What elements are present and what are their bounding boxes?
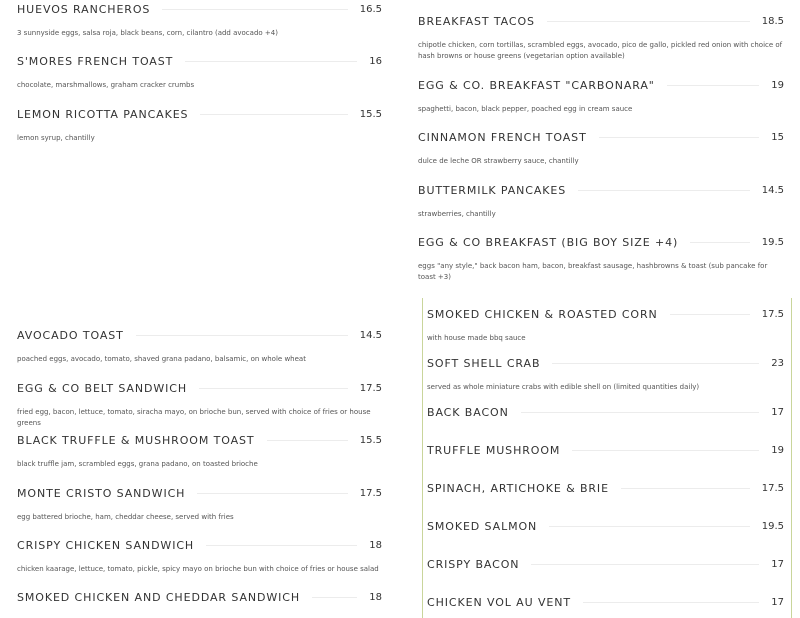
item-name: SMOKED SALMON xyxy=(427,520,538,533)
item-price: 23 xyxy=(771,358,784,369)
leader-line xyxy=(690,242,750,243)
leader-line xyxy=(197,493,347,494)
item-price: 19.5 xyxy=(761,521,784,532)
menu-item xyxy=(427,558,784,571)
leader-line xyxy=(549,526,750,527)
item-price: 17.5 xyxy=(761,483,784,494)
menu-item xyxy=(17,539,382,575)
item-price: 17 xyxy=(771,559,784,570)
item-name: BREAKFAST TACOS xyxy=(418,15,535,28)
item-price: 17.5 xyxy=(359,488,382,499)
leader-line xyxy=(667,85,760,86)
item-description: with house made bbq sauce xyxy=(427,334,526,342)
leader-line xyxy=(312,597,357,598)
leader-line xyxy=(547,21,750,22)
menu-item xyxy=(418,79,784,115)
item-name: CHICKEN VOL AU VENT xyxy=(427,596,571,609)
item-price: 15.5 xyxy=(359,109,382,120)
item-price: 19.5 xyxy=(761,237,784,248)
item-price: 19 xyxy=(771,80,784,91)
leader-line xyxy=(552,363,759,364)
item-price: 17.5 xyxy=(761,309,784,320)
menu-item xyxy=(427,308,784,344)
item-description: black truffle jam, scrambled eggs, grana padano, on toasted brioche xyxy=(17,460,258,468)
leader-line xyxy=(206,545,357,546)
leader-line xyxy=(199,388,348,389)
item-name: EGG & CO BREAKFAST (BIG BOY SIZE +4) xyxy=(418,236,679,249)
item-description: eggs "any style," back bacon ham, bacon, breakfast sausage, hashbrowns & toast (sub pancake for toast +3) xyxy=(418,262,768,281)
menu-item xyxy=(427,444,784,457)
menu-column-left-top xyxy=(17,0,382,150)
item-price: 17 xyxy=(771,407,784,418)
item-name: AVOCADO TOAST xyxy=(17,329,124,342)
menu-item xyxy=(427,482,784,495)
item-price: 18.5 xyxy=(761,16,784,27)
item-name: S'MORES FRENCH TOAST xyxy=(17,55,174,68)
leader-line xyxy=(578,190,750,191)
item-name: BLACK TRUFFLE & MUSHROOM TOAST xyxy=(17,434,255,447)
item-name: BACK BACON xyxy=(427,406,509,419)
menu-column-right-top xyxy=(418,0,784,280)
menu-item xyxy=(17,382,382,429)
menu-item xyxy=(418,236,784,283)
item-description: poached eggs, avocado, tomato, shaved grana padano, balsamic, on whole wheat xyxy=(17,355,306,363)
item-name: LEMON RICOTTA PANCAKES xyxy=(17,108,189,121)
menu-column-right-bottom xyxy=(427,300,784,609)
menu-item xyxy=(17,487,382,523)
menu-item xyxy=(418,184,784,220)
item-name: CRISPY BACON xyxy=(427,558,520,571)
item-description: chocolate, marshmallows, graham cracker crumbs xyxy=(17,81,195,89)
item-description: lemon syrup, chantilly xyxy=(17,134,95,142)
menu-item xyxy=(418,131,784,167)
item-description: spaghetti, bacon, black pepper, poached egg in cream sauce xyxy=(418,105,633,113)
leader-line xyxy=(531,564,759,565)
menu-item xyxy=(427,520,784,533)
item-description: chicken kaarage, lettuce, tomato, pickle, spicy mayo on brioche bun with choice of fries or house salad xyxy=(17,565,379,573)
item-description: fried egg, bacon, lettuce, tomato, siracha mayo, on brioche bun, served with choice of fries or house greens xyxy=(17,408,371,427)
menu-item xyxy=(427,357,784,393)
menu-item xyxy=(17,108,382,144)
menu-item xyxy=(17,3,382,39)
item-description: egg battered brioche, ham, cheddar cheese, served with fries xyxy=(17,513,234,521)
menu-item xyxy=(427,406,784,419)
item-name: CINNAMON FRENCH TOAST xyxy=(418,131,587,144)
leader-line xyxy=(670,314,750,315)
leader-line xyxy=(136,335,348,336)
item-price: 16 xyxy=(369,56,382,67)
leader-line xyxy=(162,9,347,10)
item-price: 18 xyxy=(369,540,382,551)
menu-column-left-bottom xyxy=(17,300,382,604)
item-price: 15 xyxy=(771,132,784,143)
item-price: 16.5 xyxy=(359,4,382,15)
menu-item xyxy=(17,591,382,604)
menu-item xyxy=(427,596,784,609)
item-description: dulce de leche OR strawberry sauce, chantilly xyxy=(418,157,579,165)
item-name: SPINACH, ARTICHOKE & BRIE xyxy=(427,482,609,495)
item-name: TRUFFLE MUSHROOM xyxy=(427,444,561,457)
item-name: SMOKED CHICKEN & ROASTED CORN xyxy=(427,308,658,321)
leader-line xyxy=(200,114,347,115)
leader-line xyxy=(267,440,348,441)
leader-line xyxy=(621,488,750,489)
leader-line xyxy=(185,61,357,62)
item-name: BUTTERMILK PANCAKES xyxy=(418,184,567,197)
item-description: strawberries, chantilly xyxy=(418,210,496,218)
menu-item xyxy=(17,434,382,470)
item-description: 3 sunnyside eggs, salsa roja, black beans, corn, cilantro (add avocado +4) xyxy=(17,29,278,37)
leader-line xyxy=(599,137,760,138)
item-name: SOFT SHELL CRAB xyxy=(427,357,541,370)
item-name: MONTE CRISTO SANDWICH xyxy=(17,487,186,500)
item-name: EGG & CO. BREAKFAST "CARBONARA" xyxy=(418,79,655,92)
item-price: 17.5 xyxy=(359,383,382,394)
item-price: 18 xyxy=(369,592,382,603)
item-name: EGG & CO BELT SANDWICH xyxy=(17,382,188,395)
item-description: chipotle chicken, corn tortillas, scrambled eggs, avocado, pico de gallo, pickled red onion with choice of hash browns or house greens (vegetarian option available) xyxy=(418,41,783,60)
item-name: SMOKED CHICKEN AND CHEDDAR SANDWICH xyxy=(17,591,301,604)
leader-line xyxy=(521,412,760,413)
item-name: HUEVOS RANCHEROS xyxy=(17,3,151,16)
menu-item xyxy=(17,329,382,365)
menu-item xyxy=(418,15,784,62)
leader-line xyxy=(583,602,759,603)
item-price: 19 xyxy=(771,445,784,456)
item-price: 14.5 xyxy=(359,330,382,341)
menu-item xyxy=(17,55,382,91)
item-price: 17 xyxy=(771,597,784,608)
item-price: 15.5 xyxy=(359,435,382,446)
item-name: CRISPY CHICKEN SANDWICH xyxy=(17,539,195,552)
leader-line xyxy=(572,450,759,451)
item-price: 14.5 xyxy=(761,185,784,196)
item-description: served as whole miniature crabs with edible shell on (limited quantities daily) xyxy=(427,383,700,391)
